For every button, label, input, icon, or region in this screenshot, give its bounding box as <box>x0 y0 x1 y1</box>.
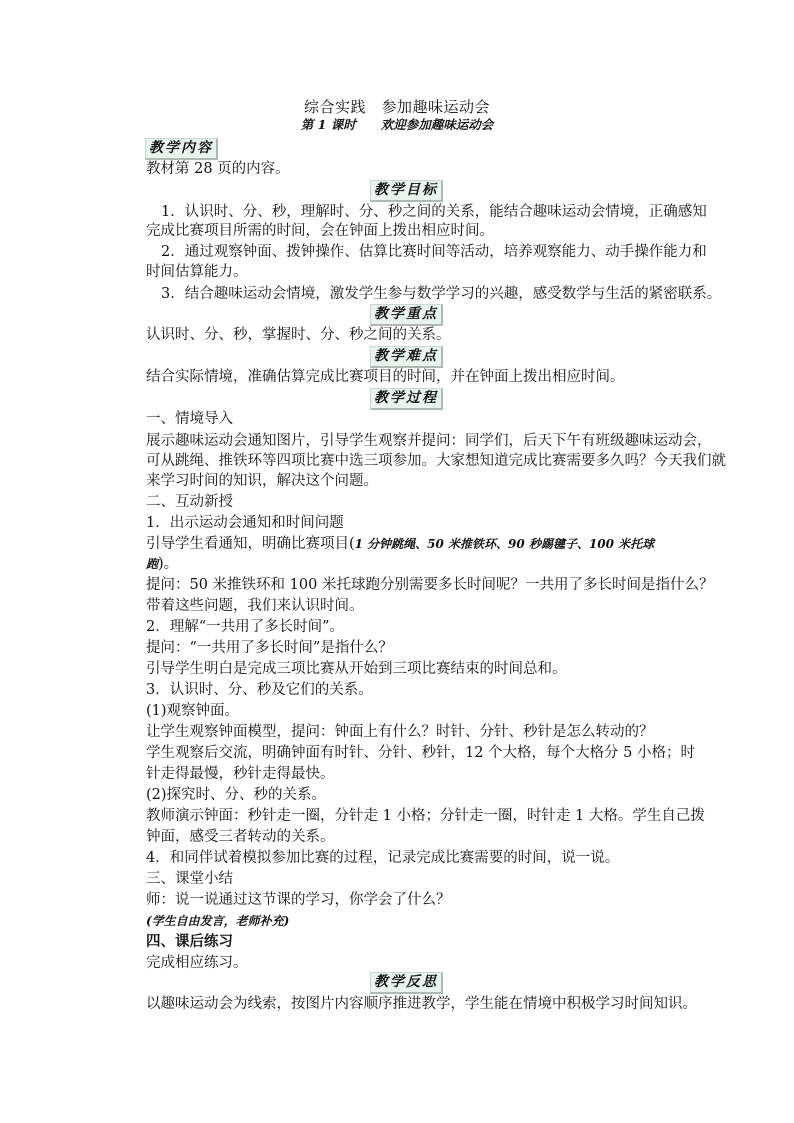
process-paragraph-line: 带着这些问题，我们来认识时间。 <box>146 598 364 614</box>
process-paragraph-line: 针走得最慢，秒针走得最快。 <box>146 766 335 782</box>
goal-3-line: 3．结合趣味运动会情境，激发学生参与数学学习的兴趣，感受数学与生活的紧密联系。 <box>161 286 722 302</box>
process-paragraph-line: 引导学生明白是完成三项比赛从开始到三项比赛结束的时间总和。 <box>146 661 567 677</box>
process-paragraph-line <box>146 534 654 554</box>
content-text: 教材第 28 页的内容。 <box>146 161 290 177</box>
process-step-2-heading: 二、互动新授 <box>146 494 233 510</box>
section-heading-reflection: 教学反思 <box>370 972 443 994</box>
event-list-text: 1 分钟跳绳、50 米推铁环、90 秒踢毽子、100 米托球 <box>354 537 655 551</box>
goal-2-line-2: 时间估算能力。 <box>146 264 248 280</box>
process-substep-2: 2．理解“一共用了多长时间”。 <box>146 619 345 635</box>
document-title: 综合实践 参加趣味运动会 <box>303 98 490 116</box>
section-heading-goals: 教学目标 <box>370 180 443 202</box>
goal-1-line-1: 1．认识时、分、秒，理解时、分、秒之间的关系，能结合趣味运动会情境，正确感知 <box>161 204 707 220</box>
process-substep-3: 3．认识时、分、秒及它们的关系。 <box>146 682 373 698</box>
section-heading-process: 教学过程 <box>370 388 443 410</box>
notice-intro-text: 引导学生看通知，明确比赛项目( <box>146 536 355 552</box>
event-list-close: )。 <box>158 556 179 572</box>
process-paragraph-note: (学生自由发言，老师补充) <box>146 914 290 928</box>
process-paragraph-line: 师：说一说通过这节课的学习，你学会了什么？ <box>146 892 451 908</box>
goal-2-line-1: 2．通过观察钟面、拨钟操作、估算比赛时间等活动，培养观察能力、动手操作能力和 <box>161 244 707 260</box>
section-heading-key-points: 教学重点 <box>370 304 443 326</box>
event-list-continuation: 跑 <box>146 557 159 571</box>
section-heading-content: 教学内容 <box>145 138 218 160</box>
goal-1-line-2: 完成比赛项目所需的时间，会在钟面上拨出相应时间。 <box>146 223 494 239</box>
reflection-text: 以趣味运动会为线索，按图片内容顺序推进教学，学生能在情境中积极学习时间知识。 <box>146 996 697 1012</box>
process-paragraph-line: (1)观察钟面。 <box>146 703 240 719</box>
process-step-1-heading: 一、情境导入 <box>146 411 233 427</box>
process-paragraph-line: 钟面，感受三者转动的关系。 <box>146 829 335 845</box>
process-paragraph-line: 可从跳绳、推铁环等四项比赛中选三项参加。大家想知道完成比赛需要多久吗？今天我们就 <box>146 453 726 469</box>
process-paragraph-line: 让学生观察钟面模型，提问：钟面上有什么？时针、分针、秒针是怎么转动的？ <box>146 724 654 740</box>
process-substep-4: 4．和同伴试着模拟参加比赛的过程，记录完成比赛需要的时间，说一说。 <box>146 850 620 866</box>
process-paragraph-line: 完成相应练习。 <box>146 955 248 971</box>
process-paragraph-line <box>146 554 178 574</box>
process-paragraph-line: (2)探究时、分、秒的关系。 <box>146 787 327 803</box>
process-paragraph-line: 提问：“一共用了多长时间”是指什么？ <box>146 640 393 656</box>
process-substep-1: 1．出示运动会通知和时间问题 <box>146 515 344 531</box>
process-step-4-heading: 四、课后练习 <box>146 933 233 950</box>
process-step-3-heading: 三、课堂小结 <box>146 871 233 887</box>
process-paragraph-line: 学生观察后交流，明确钟面有时针、分针、秒针，12 个大格，每个大格分 5 小格；时 <box>146 745 696 761</box>
lesson-subtitle: 第 1 课时 欢迎参加趣味运动会 <box>300 117 494 132</box>
section-heading-difficulties: 教学难点 <box>370 346 443 368</box>
process-paragraph-line: 来学习时间的知识，解决这个问题。 <box>146 473 378 489</box>
key-points-text: 认识时、分、秒，掌握时、分、秒之间的关系。 <box>146 327 451 343</box>
process-paragraph-line: 提问：50 米推铁环和 100 米托球跑分别需要多长时间呢？一共用了多长时间是指什么？ <box>146 577 714 593</box>
process-paragraph-line: 教师演示钟面：秒针走一圈，分针走 1 小格；分针走一圈，时针走 1 大格。学生自己拨 <box>146 808 705 824</box>
difficulties-text: 结合实际情境，准确估算完成比赛项目的时间，并在钟面上拨出相应时间。 <box>146 369 625 385</box>
process-paragraph-line: 展示趣味运动会通知图片，引导学生观察并提问：同学们，后天下午有班级趣味运动会， <box>146 433 712 449</box>
